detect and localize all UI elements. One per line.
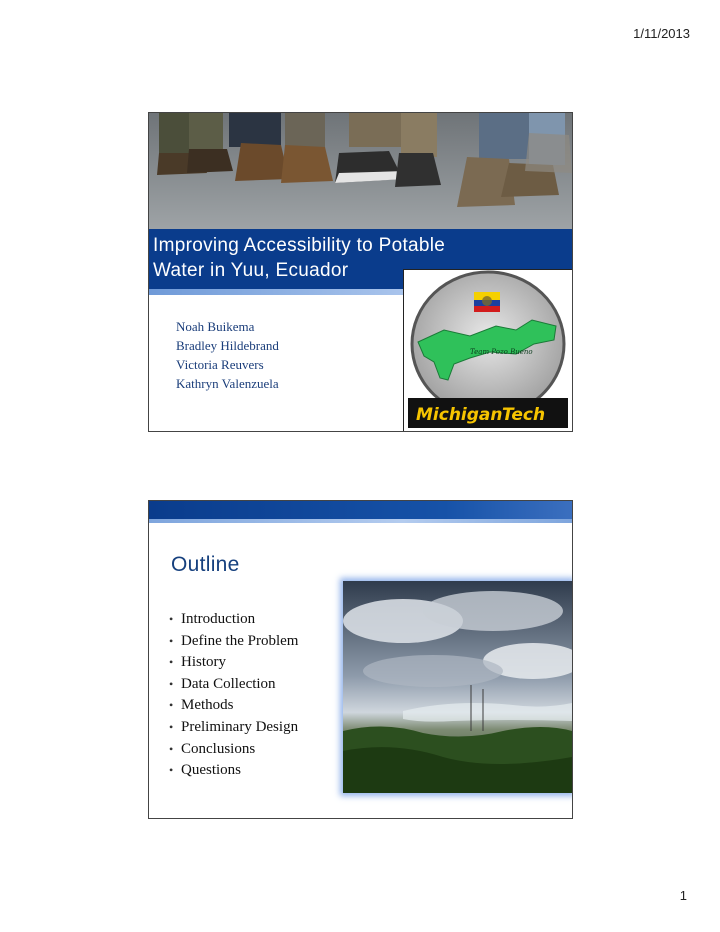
slide-topbar bbox=[149, 501, 572, 523]
list-item-label: History bbox=[181, 654, 226, 671]
bullet-icon: • bbox=[169, 633, 174, 648]
list-item bbox=[169, 760, 298, 782]
outline-title: Outline bbox=[171, 553, 240, 576]
bullet-icon: • bbox=[169, 655, 174, 670]
outline-slide bbox=[148, 500, 573, 819]
author-name: Noah Buikema bbox=[176, 319, 255, 334]
team-logo bbox=[403, 269, 572, 432]
list-item bbox=[169, 695, 298, 717]
list-item-label: Introduction bbox=[181, 611, 256, 627]
list-item bbox=[169, 609, 298, 631]
author-list bbox=[176, 317, 279, 393]
list-item-label: Conclusions bbox=[181, 740, 256, 757]
page-number: 1 bbox=[679, 888, 687, 903]
list-item bbox=[169, 739, 298, 761]
list-item-label: Define the Problem bbox=[181, 632, 299, 649]
list-item bbox=[169, 674, 298, 696]
page-date: 1/11/2013 bbox=[633, 26, 690, 41]
logo-brand-part2: Tech bbox=[502, 405, 546, 425]
list-item bbox=[169, 652, 298, 674]
logo-brand-part1: Michigan bbox=[416, 405, 503, 425]
list-item-label: Methods bbox=[181, 697, 234, 714]
bullet-icon: • bbox=[169, 719, 174, 734]
title-slide bbox=[148, 112, 573, 432]
landscape-photo bbox=[343, 581, 572, 793]
bullet-icon: • bbox=[169, 763, 174, 778]
slide-title-line2: Water in Yuu, Ecuador bbox=[153, 260, 349, 281]
list-item-label: Data Collection bbox=[181, 675, 276, 692]
bullet-icon: • bbox=[169, 698, 174, 713]
logo-script-text: Team Pozo Bueno bbox=[470, 348, 533, 356]
bullet-icon: • bbox=[169, 612, 174, 626]
author-name: Victoria Reuvers bbox=[176, 357, 264, 372]
slide-title-line1: Improving Accessibility to Potable bbox=[153, 235, 446, 256]
author-name: Bradley Hildebrand bbox=[176, 338, 279, 353]
list-item-label: Preliminary Design bbox=[181, 718, 299, 735]
boots-photo bbox=[149, 113, 572, 229]
list-item-label: Questions bbox=[181, 762, 241, 779]
outline-list bbox=[169, 609, 298, 782]
bullet-icon: • bbox=[169, 741, 174, 756]
bullet-icon: • bbox=[169, 676, 174, 691]
list-item bbox=[169, 717, 298, 739]
author-name: Kathryn Valenzuela bbox=[176, 376, 279, 391]
list-item bbox=[169, 631, 298, 653]
